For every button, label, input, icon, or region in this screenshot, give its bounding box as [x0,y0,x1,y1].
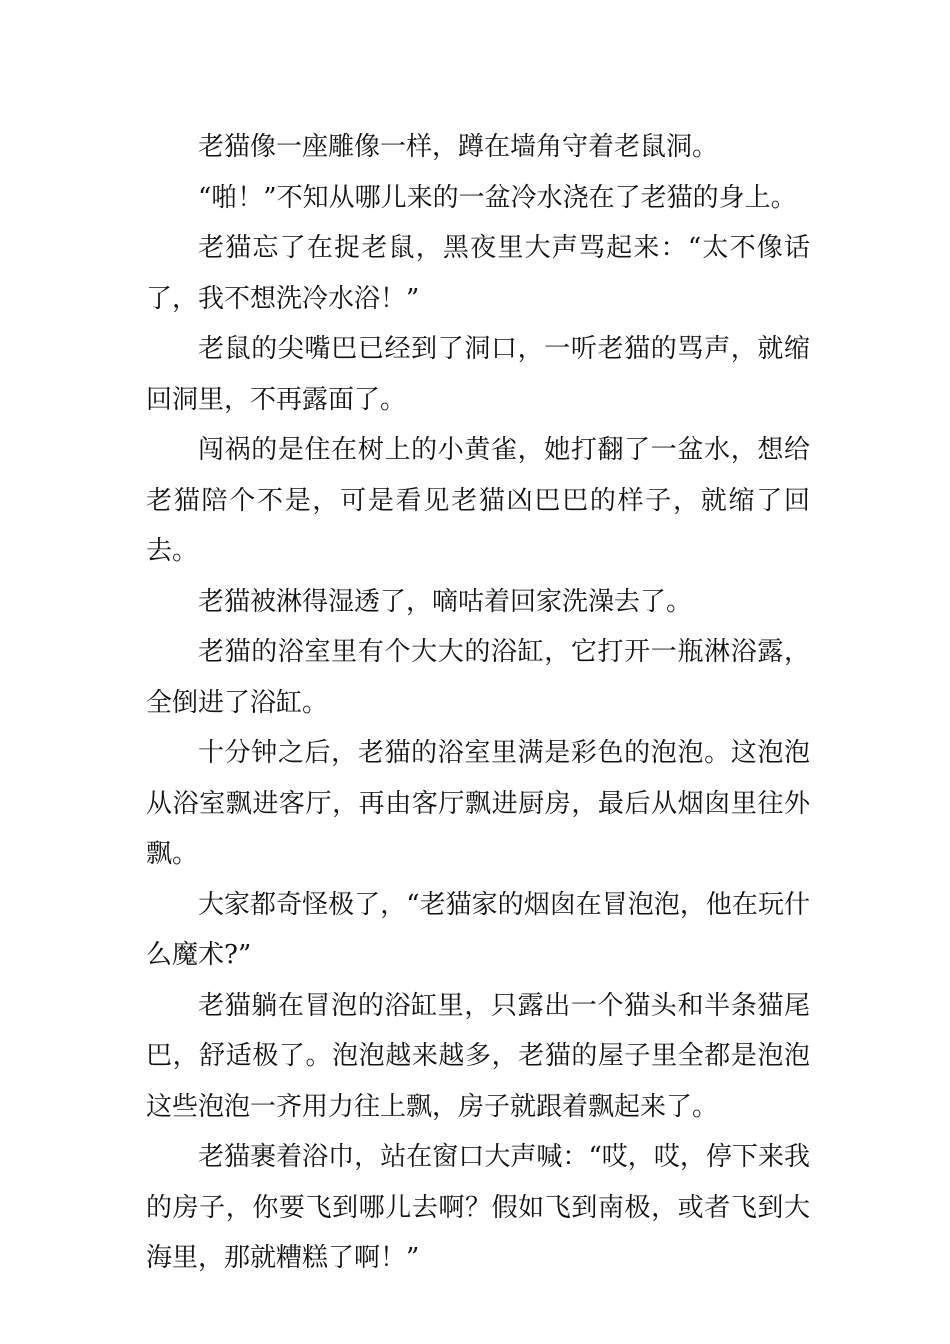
paragraph-4: 老鼠的尖嘴巴已经到了洞口，一听老猫的骂声，就缩回洞里，不再露面了。 [146,334,810,415]
paragraph-11: 老猫裹着浴巾，站在窗口大声喊：“哎，哎，停下来我的房子，你要飞到哪儿去啊？假如飞到南极，或者飞到大海里，那就糟糕了啊！” [146,1142,810,1273]
paragraph-8: 十分钟之后，老猫的浴室里满是彩色的泡泡。这泡泡从浴室飘进客厅，再由客厅飘进厨房，最后从烟囱里往外飘。 [146,738,810,869]
paragraph-9: 大家都奇怪极了，“老猫家的烟囱在冒泡泡，他在玩什么魔术?” [146,889,810,970]
paragraph-6: 老猫被淋得湿透了，嘀咕着回家洗澡去了。 [198,586,693,617]
paragraph-1: 老猫像一座雕像一样，蹲在墙角守着老鼠洞。 [198,132,719,162]
paragraph-2: “啪！”不知从哪儿来的一盆冷水浇在了老猫的身上。 [198,182,797,213]
paragraph-10: 老猫躺在冒泡的浴缸里，只露出一个猫头和半条猫尾巴，舒适极了。泡泡越来越多，老猫的屋子里全都是泡泡这些泡泡一齐用力往上飘，房子就跟着飘起来了。 [146,990,810,1122]
paragraph-7: 老猫的浴室里有个大大的浴缸，它打开一瓶淋浴露，全倒进了浴缸。 [146,637,810,718]
paragraph-5: 闯祸的是住在树上的小黄雀，她打翻了一盆水，想给老猫陪个不是，可是看见老猫凶巴巴的样子，就缩了回去。 [146,435,810,566]
paragraph-3: 老猫忘了在捉老鼠，黑夜里大声骂起来：“太不像话了，我不想洗冷水浴！” [146,233,810,314]
